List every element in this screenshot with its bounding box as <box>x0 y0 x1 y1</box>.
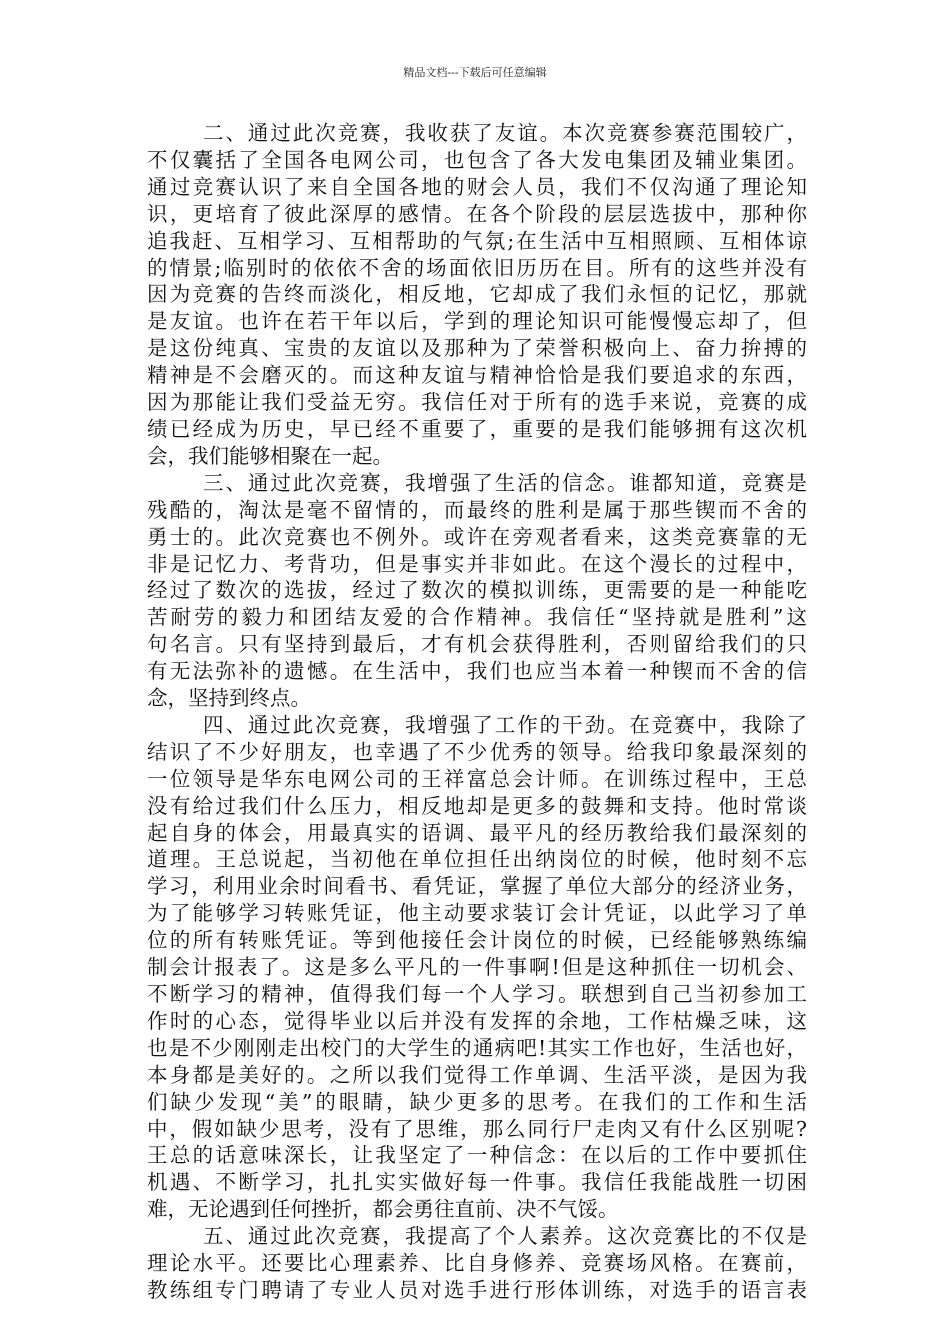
text-line: 追我赶、互相学习、互相帮助的气氛;在生活中互相照顾、互相体谅 <box>147 228 807 253</box>
text-line: 难，无论遇到任何挫折，都会勇往直前、决不气馁。 <box>147 1197 619 1222</box>
paragraph <box>147 1223 807 1304</box>
paragraph <box>147 120 807 470</box>
text-line: 本身都是美好的。之所以我们觉得工作单调、生活平淡，是因为我 <box>147 1062 807 1087</box>
text-line: 三、通过此次竞赛，我增强了生活的信念。谁都知道，竞赛是 <box>203 470 807 495</box>
text-line: 残酷的，淘汰是毫不留情的，而最终的胜利是属于那些锲而不舍的 <box>147 497 807 522</box>
text-line: 中，假如缺少思考，没有了思维，那么同行尸走肉又有什么区别呢? <box>147 1116 807 1141</box>
text-line: 不断学习的精神，值得我们每一个人学习。联想到自己当初参加工 <box>147 982 807 1006</box>
text-line: 结识了不少好朋友，也幸遇了不少优秀的领导。给我印象最深刻的 <box>147 739 807 764</box>
text-line: 勇士的。此次竞赛也不例外。或许在旁观者看来，这类竞赛靠的无 <box>147 524 807 549</box>
text-line: 会，我们能够相聚在一起。 <box>147 443 393 468</box>
text-line: 句名言。只有坚持到最后，才有机会获得胜利，否则留给我们的只 <box>147 632 807 657</box>
text-line: 位的所有转账凭证。等到他接任会计岗位的时候，已经能够熟练编 <box>147 928 807 953</box>
text-line: 理论水平。还要比心理素养、比自身修养、竞赛场风格。在赛前， <box>147 1251 807 1276</box>
page-header: 精品文档---下载后可任意编辑 <box>403 66 547 79</box>
text-line: 有无法弥补的遗憾。在生活中，我们也应当本着一种锲而不舍的信 <box>147 659 807 684</box>
text-line: 机遇、不断学习，扎扎实实做好每一件事。我信任我能战胜一切困 <box>147 1170 807 1195</box>
text-line: 也是不少刚刚走出校门的大学生的通病吧!其实工作也好，生活也好， <box>147 1035 807 1060</box>
text-line: 们缺少发现“美”的眼睛，缺少更多的思考。在我们的工作和生活 <box>147 1089 807 1114</box>
text-line: 学习，利用业余时间看书、看凭证，掌握了单位大部分的经济业务， <box>147 874 807 899</box>
text-line: 通过竞赛认识了来自全国各地的财会人员，我们不仅沟通了理论知 <box>147 174 807 199</box>
text-line: 的情景;临别时的依依不舍的场面依旧历历在目。所有的这些并没有 <box>147 255 807 280</box>
text-line: 教练组专门聘请了专业人员对选手进行形体训练，对选手的语言表 <box>147 1277 807 1302</box>
text-line: 念，坚持到终点。 <box>147 686 311 711</box>
text-line: 识，更培育了彼此深厚的感情。在各个阶段的层层选拔中，那种你 <box>147 201 807 226</box>
text-line: 苦耐劳的毅力和团结友爱的合作精神。我信任“坚持就是胜利”这 <box>147 605 807 630</box>
text-line: 作时的心态，觉得毕业以后并没有发挥的余地，工作枯燥乏味，这 <box>147 1008 807 1033</box>
text-line: 不仅囊括了全国各电网公司，也包含了各大发电集团及辅业集团。 <box>147 147 807 172</box>
text-line: 没有给过我们什么压力，相反地却是更多的鼓舞和支持。他时常谈 <box>147 793 807 818</box>
text-line: 道理。王总说起，当初他在单位担任出纳岗位的时候，他时刻不忘 <box>147 847 807 872</box>
text-line: 四、通过此次竞赛，我增强了工作的干劲。在竞赛中，我除了 <box>203 712 807 737</box>
text-line: 起自身的体会，用最真实的语调、最平凡的经历教给我们最深刻的 <box>147 820 807 845</box>
paragraph <box>147 712 807 1223</box>
text-line: 制会计报表了。这是多么平凡的一件事啊!但是这种抓住一切机会、 <box>147 955 807 980</box>
text-line: 为了能够学习转账凭证，他主动要求装订会计凭证，以此学习了单 <box>147 901 807 926</box>
text-line: 是这份纯真、宝贵的友谊以及那种为了荣誉积极向上、奋力拚搏的 <box>147 336 807 361</box>
text-line: 精神是不会磨灭的。而这种友谊与精神恰恰是我们要追求的东西， <box>147 363 807 388</box>
text-line: 是友谊。也许在若干年以后，学到的理论知识可能慢慢忘却了，但 <box>147 309 807 334</box>
text-line: 非是记忆力、考背功，但是事实并非如此。在这个漫长的过程中， <box>147 551 807 576</box>
document-body <box>147 120 807 1304</box>
text-line: 经过了数次的选拔，经过了数次的模拟训练，更需要的是一种能吃 <box>147 578 807 603</box>
text-line: 绩已经成为历史，早已经不重要了，重要的是我们能够拥有这次机 <box>147 416 807 441</box>
text-line: 王总的话意味深长，让我坚定了一种信念：在以后的工作中要抓住 <box>147 1143 807 1168</box>
paragraph <box>147 470 807 712</box>
text-line: 五、通过此次竞赛，我提高了个人素养。这次竞赛比的不仅是 <box>203 1224 807 1249</box>
text-line: 因为竞赛的告终而淡化，相反地，它却成了我们永恒的记忆，那就 <box>147 282 807 307</box>
text-line: 二、通过此次竞赛，我收获了友谊。本次竞赛参赛范围较广， <box>203 121 807 145</box>
text-line: 一位领导是华东电网公司的王祥富总会计师。在训练过程中，王总 <box>147 766 807 791</box>
text-line: 因为那能让我们受益无穷。我信任对于所有的选手来说，竞赛的成 <box>147 390 807 415</box>
